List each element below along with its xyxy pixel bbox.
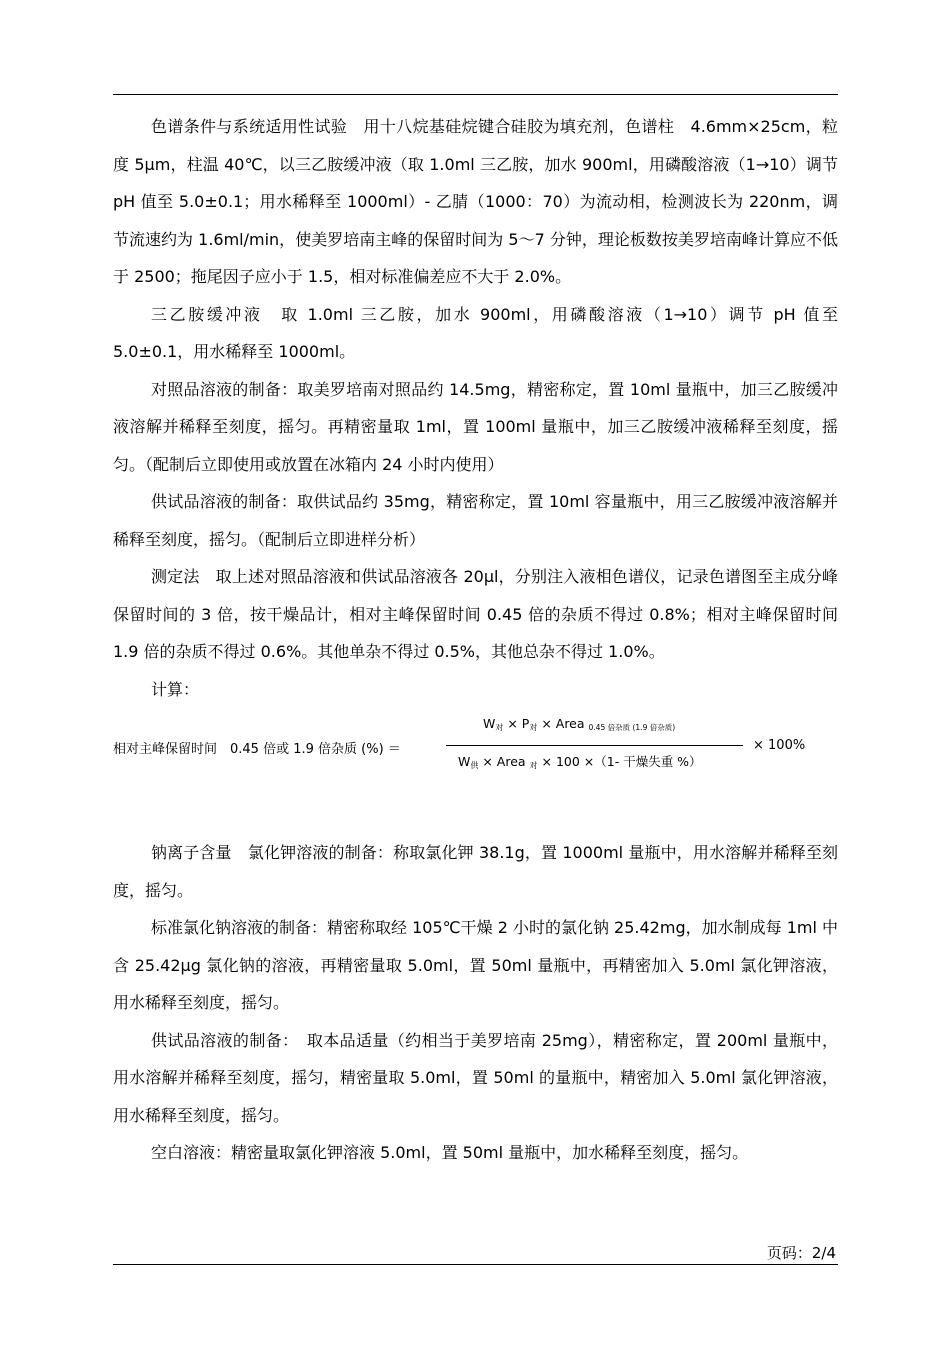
calc-label: 计算： bbox=[151, 679, 200, 699]
spacer bbox=[113, 782, 838, 834]
paragraph-chromatography-conditions: 色谱条件与系统适用性试验 用十八烷基硅烷键合硅胶为填充剂，色谱柱 4.6mm×25cm，粒度 5μm，柱温 40℃，以三乙胺缓冲液（取 1.0ml 三乙胺，加水 900ml，用磷酸溶液（1→10）调节 pH 值至 5.0±0.1；用水稀释至 1000ml）- 乙腈（1000：70）为流动相，检测波长为 220nm，调节流速约为 1.6ml/min，使美罗培南主峰的保留时间为 5～7 分钟，理论板数按美罗培南峰计算应不低于 2500；拖尾因子应小于 1.5，相对标准偏差应不大于 2.0%。 bbox=[113, 117, 838, 286]
formula-denominator: $W_供$ × Area $_对$ × 100 ×（1- 干燥失重 %） bbox=[458, 754, 702, 770]
paragraph-reference-solution: 对照品溶液的制备：取美罗培南对照品约 14.5mg，精密称定，置 10ml 量瓶中，加三乙胺缓冲液溶解并稀释至刻度，摇匀。再精密量取 1ml，置 100ml 量瓶中，加三乙胺缓冲液稀释至刻度，摇匀。（配制后立即使用或放置在冰箱内 24 小时内使用） bbox=[113, 379, 838, 474]
header-rule bbox=[113, 94, 838, 95]
document-body bbox=[113, 108, 838, 1172]
paragraph-blank-solution: 空白溶液：精密量取氯化钾溶液 5.0ml，置 50ml 量瓶中，加水稀释至刻度，摇匀。 bbox=[151, 1143, 749, 1162]
paragraph-standard-nacl: 标准氯化钠溶液的制备：精密称取经 105℃干燥 2 小时的氯化钠 25.42mg，加水制成每 1ml 中含 25.42μg 氯化钠的溶液，再精密量取 5.0ml，置 50ml 量瓶中，再精密加入 5.0ml 氯化钾溶液，用水稀释至刻度，摇匀。 bbox=[113, 918, 838, 1012]
paragraph-method: 测定法 取上述对照品溶液和供试品溶液各 20μl，分别注入液相色谱仪，记录色谱图至主成分峰保留时间的 3 倍，按干燥品计，相对主峰保留时间 0.45 倍的杂质不得过 0.8%；相对主峰保留时间 1.9 倍的杂质不得过 0.6%。其他单杂不得过 0.5%，其他总杂不得过 1.0%。 bbox=[113, 567, 838, 661]
footer-rule bbox=[113, 1264, 838, 1265]
formula-multiplier: × 100% bbox=[753, 738, 806, 753]
formula-fraction-bar bbox=[446, 745, 743, 746]
page-number: 页码：2/4 bbox=[766, 1244, 836, 1262]
paragraph-sodium-content: 钠离子含量 氯化钾溶液的制备：称取氯化钾 38.1g，置 1000ml 量瓶中，用水溶解并稀释至刻度，摇匀。 bbox=[113, 843, 838, 900]
paragraph-test-solution: 供试品溶液的制备：取供试品约 35mg，精密称定，置 10ml 容量瓶中，用三乙胺缓冲液溶解并稀释至刻度，摇匀。（配制后立即进样分析） bbox=[113, 492, 838, 549]
impurity-formula bbox=[113, 716, 838, 782]
formula-numerator: $W_对 \times P_对$ × Area $_{0.45 倍杂质 (1.9 倍杂质)}$ bbox=[483, 716, 676, 732]
paragraph-sample-solution: 供试品溶液的制备： 取本品适量（约相当于美罗培南 25mg），精密称定，置 200ml 量瓶中，用水溶解并稀释至刻度，摇匀，精密量取 5.0ml，置 50ml 的量瓶中，精密加入 5.0ml 氯化钾溶液，用水稀释至刻度，摇匀。 bbox=[113, 1030, 838, 1125]
formula-left: 相对主峰保留时间 0.45 倍或 1.9 倍杂质 (%) ＝ bbox=[113, 742, 401, 757]
paragraph-buffer: 三乙胺缓冲液 取 1.0ml 三乙胺，加水 900ml，用磷酸溶液（1→10）调节 pH 值至 5.0±0.1，用水稀释至 1000ml。 bbox=[113, 304, 838, 361]
